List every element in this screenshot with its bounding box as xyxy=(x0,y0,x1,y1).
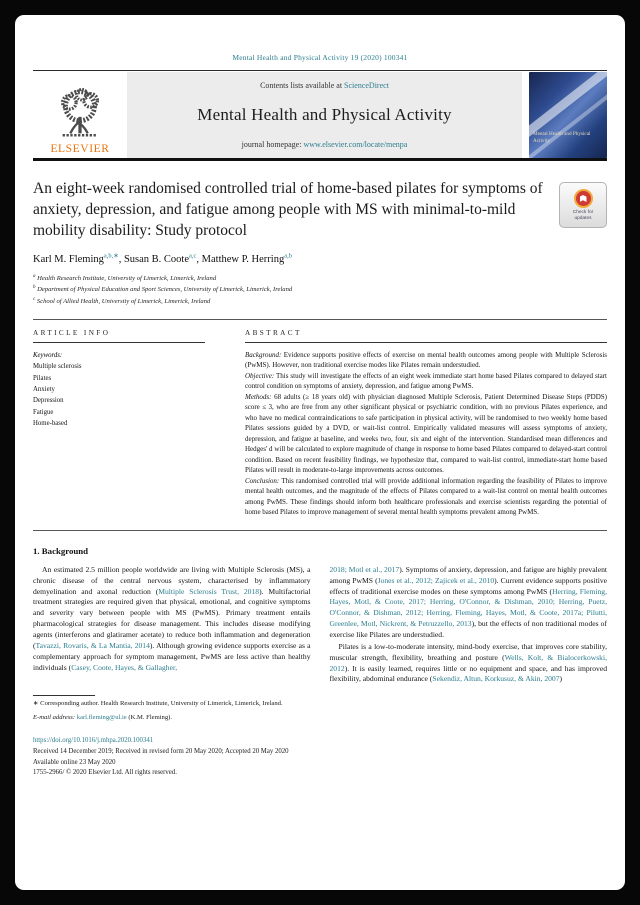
info-top-rule xyxy=(33,319,607,320)
check-for-updates-badge[interactable] xyxy=(559,182,607,228)
author: Matthew P. Herring$^{a,b}$ xyxy=(201,252,292,265)
homepage-line: journal homepage: www.elsevier.com/locate/menpa xyxy=(241,140,408,149)
abstract-section: Background: Evidence supports positive effects of exercise on mental health outcomes among people with Multiple Sclerosis (PwMS). However, non traditional exercise modes like Pilates remain understudied. xyxy=(245,350,607,370)
citation-link[interactable]: Sekendiz, Altun, Korkusuz, & Akin, 2007 xyxy=(432,674,560,684)
email-link[interactable]: karl.fleming@ul.ie xyxy=(76,713,127,721)
affiliation: $^b$ Department of Physical Education and Sport Sciences, University of Limerick, Limerick, Ireland xyxy=(33,285,293,294)
article-title: An eight-week randomised controlled trial of home-based pilates for symptoms of anxiety, depression, and fatigue among people with MS with minimal-to-mild mobility disability: Study protocol xyxy=(33,180,543,240)
abstract-column xyxy=(245,329,607,518)
keyword: Pilates xyxy=(33,374,52,382)
keyword: Anxiety xyxy=(33,386,55,394)
elsevier-wordmark: ELSEVIER xyxy=(50,143,110,155)
article-info-column xyxy=(33,329,205,518)
citation-link[interactable]: Tavazzi, Rovaris, & La Mantia, 2014 xyxy=(35,640,150,650)
corresponding-author-note: ∗ Corresponding author. Health Research Institute, University of Limerick, Limerick, Ireland. xyxy=(33,700,283,708)
journal-citation-line: Mental Health and Physical Activity 19 (2020) 100341 xyxy=(232,53,408,62)
elsevier-logo xyxy=(33,72,127,158)
citation-link[interactable]: Multiple Sclerosis Trust, 2018 xyxy=(158,586,260,596)
paper-page xyxy=(15,15,625,890)
journal-cover-caption: Mental Health and Physical Activity xyxy=(533,131,591,144)
author: Karl M. Fleming$^{a,b,∗}$, xyxy=(33,252,124,265)
journal-homepage-link[interactable]: www.elsevier.com/locate/menpa xyxy=(303,140,408,149)
contents-line: Contents lists available at ScienceDirect xyxy=(260,81,389,90)
citation-link[interactable]: Herring, Fleming, Hayes, Motl, & Coote, 2017; Herring, O'Connor, & Dishman, 2010; Herring, Puetz, O'Connor, & Dishman, 2012; Herring, Fleming, Hayes, Motl, & Coote, 2017a; Pilutti, Greenlee, Motl, Nickrent, & Petruzzello, 2013 xyxy=(329,586,607,629)
elsevier-tree-icon xyxy=(51,85,109,143)
article-info-heading: ARTICLE INFO xyxy=(33,328,111,337)
available-online: Available online 23 May 2020 xyxy=(33,758,116,766)
abstract-heading: ABSTRACT xyxy=(245,328,302,337)
check-for-updates-label: Check for updates xyxy=(572,209,594,221)
keyword: Depression xyxy=(33,397,64,405)
abstract-section: Objective: This study will investigate the effects of an eight week immediate start home based Pilates compared to delayed start control condition on symptoms of anxiety, depression, and fatigue among PwMS. xyxy=(245,371,607,391)
header-bottom-rule xyxy=(33,158,607,161)
keyword-list xyxy=(33,361,205,429)
received-dates: Received 14 December 2019; Received in revised form 20 May 2020; Accepted 20 May 2020 xyxy=(33,747,289,755)
journal-header xyxy=(33,72,607,158)
citation-link[interactable]: 2018; xyxy=(329,564,349,574)
body-right-column xyxy=(330,565,608,723)
citation-link[interactable]: Casey, Coote, Hayes, & Gallagher, xyxy=(71,662,178,672)
abstract-section: Methods: 68 adults (≥ 18 years old) with physician diagnosed Multiple Sclerosis, Patient Determined Disease Steps (PDDS) score ≤ 3, who are free from any other significant physical or psychiatric condition, with no previous Pilates experience, and who have no medical contraindications to safe participation in physical activity, will be randomised to two weekly home based Pilates sessions guided by a DVD, or wait-list control. Empirically validated measures will assess symptoms of anxiety, depression, and fatigue at baseline, and weeks two, four, six and eight of the intervention. Standardised mean differences and Hedges' d will be calculated to explore magnitude of change in response to home based Pilates compared to delayed-start control condition. Based on recent feasibility findings, we hypothesize that, compared to wait-list control, immediate-start home based Pilates will result in moderate-to-large improvements across outcomes. xyxy=(245,392,608,475)
affiliation-list xyxy=(33,273,607,308)
abstract-sections xyxy=(245,350,607,518)
affiliation: $^c$ School of Allied Health, University of Limerick, Limerick, Ireland xyxy=(33,297,211,306)
body-paragraph: Pilates is a low-to-moderate intensity, mind-body exercise, that improves core stability, muscular strength, flexibility, breathing and posture (Wells, Kolt, & Bialocerkowski, 2012). It is easily learned, requires little or no equipment and space, and has improved flexibility, abdominal endurance (Sekendiz, Altun, Korkusuz, & Akin, 2007) xyxy=(329,641,607,684)
body-paragraph: An estimated 2.5 million people worldwide are living with Multiple Sclerosis (MS), a chronic disease of the central nervous system, characterised by inflammatory demyelination and axonal reduction (Multiple Sclerosis Trust, 2018). Multifactorial treatment strategies are required given that physical, emotional, and cognitive symptoms and severity vary between people with MS (PwMS). Primary treatment entails pharmacological strategies for disease management. This includes disease modifying agents (interferons and glatiramer acetate) to reduce both inflammation and degeneration (Tavazzi, Rovaris, & La Mantia, 2014). Although growing evidence supports exercise as a complementary approach for symptom management, PwMS are less active than healthy individuals (Casey, Coote, Hayes, & Gallagher, xyxy=(33,564,311,672)
copyright-line: 1755-2966/ © 2020 Elsevier Ltd. All rights reserved. xyxy=(33,769,177,777)
abstract-bottom-rule xyxy=(33,530,607,531)
crossmark-icon xyxy=(574,189,593,208)
journal-cover-thumbnail xyxy=(529,72,607,158)
body-paragraph: 2018; Motl et al., 2017). Symptoms of anxiety, depression, and fatigue are highly prevalent among PwMS (Jones et al., 2012; Zajicek et al., 2010). Current evidence supports positive effects of traditional exercise modes on these symptoms among PwMS (Herring, Fleming, Hayes, Motl, & Coote, 2017; Herring, O'Connor, & Dishman, 2010; Herring, Puetz, O'Connor, & Dishman, 2012; Herring, Fleming, Hayes, Motl, & Coote, 2017a; Pilutti, Greenlee, Motl, Nickrent, & Petruzzello, 2013), but the effects of non traditional modes of exercise like Pilates are understudied. xyxy=(329,564,607,639)
top-rule xyxy=(33,70,607,71)
footnote-rule xyxy=(33,695,95,696)
citation-link[interactable]: Motl et al., 2017 xyxy=(348,564,400,574)
author: Susan B. Coote$^{a,c}$, xyxy=(123,252,202,265)
abstract-section: Conclusion: This randomised controlled trial will provide additional information regarding the feasibility of Pilates to improve mental health outcomes, and the magnitude of the effects of Pilates compared to a wait-list control on mental health outcomes among PwMS. These findings should inform both healthcare professionals and exercise scientists regarding the potential of home based Pilates to improve management of several mental health symptoms prevalent among PwMS. xyxy=(245,476,607,517)
section-heading-background: 1. Background xyxy=(33,545,89,556)
keyword: Home-based xyxy=(33,419,68,427)
publication-info xyxy=(33,736,607,780)
affiliation: $^a$ Health Research Institute, University of Limerick, Limerick, Ireland xyxy=(33,273,217,282)
citation-link[interactable]: Jones et al., 2012; Zajicek et al., 2010 xyxy=(377,575,495,585)
author-list xyxy=(33,251,607,265)
keywords-label: Keywords: xyxy=(33,351,63,359)
keyword: Multiple sclerosis xyxy=(33,363,82,371)
citation-link[interactable]: Wells, Kolt, & Bialocerkowski, 2012 xyxy=(329,652,607,673)
journal-banner xyxy=(127,72,522,158)
journal-title: Mental Health and Physical Activity xyxy=(197,105,452,124)
doi-link[interactable]: https://doi.org/10.1016/j.mhpa.2020.100341 xyxy=(33,736,154,744)
sciencedirect-link[interactable]: ScienceDirect xyxy=(344,81,389,90)
body-left-column xyxy=(33,565,311,723)
email-note: E-mail address: karl.fleming@ul.ie (K.M. Fleming). xyxy=(33,713,172,721)
keyword: Fatigue xyxy=(33,408,54,416)
